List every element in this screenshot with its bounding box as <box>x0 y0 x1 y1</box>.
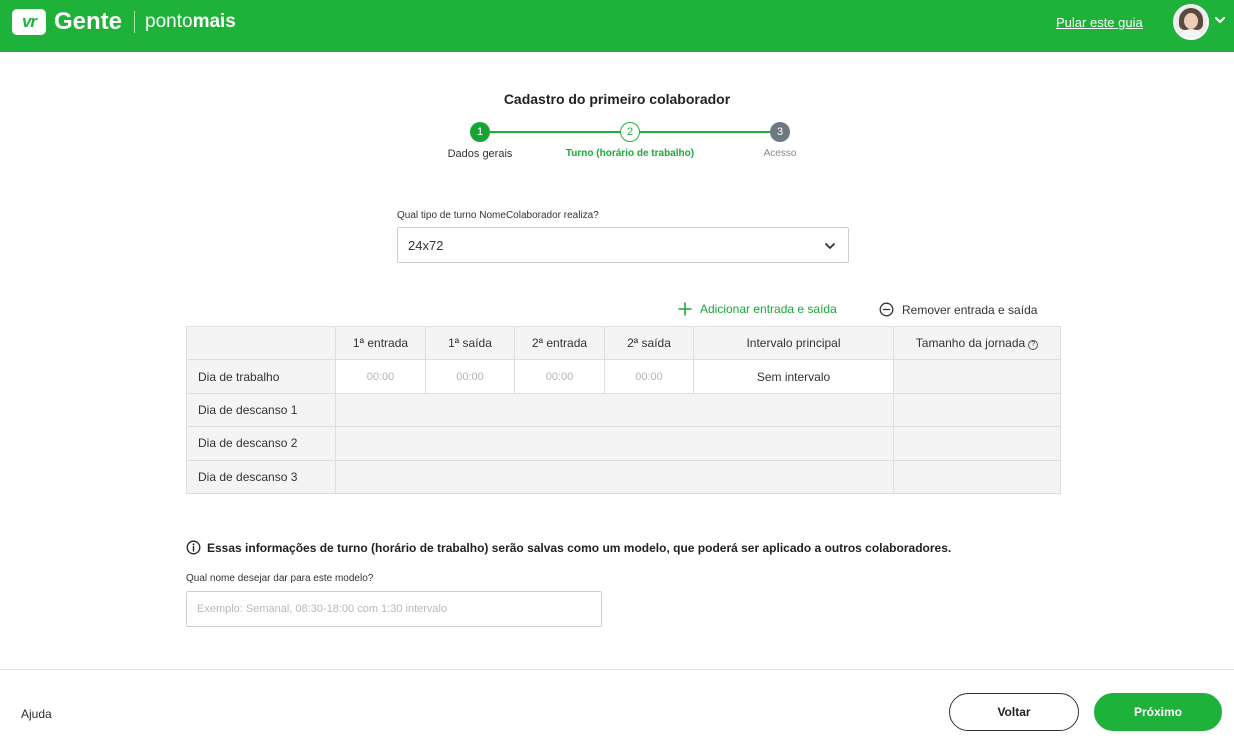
chevron-down-icon[interactable] <box>1214 14 1226 26</box>
second-exit-time-input[interactable]: 00:00 <box>605 360 694 393</box>
journey-length-header-text: Tamanho da jornada <box>915 336 1026 351</box>
first-exit-time-input[interactable]: 00:00 <box>426 360 515 393</box>
next-button[interactable]: Próximo <box>1094 693 1222 731</box>
info-icon <box>186 540 201 555</box>
top-bar <box>0 0 1234 52</box>
step-2-circle: 2 <box>620 122 640 142</box>
brand-logo[interactable] <box>12 9 236 35</box>
table-row <box>187 393 1061 426</box>
table-header-corner <box>187 327 336 360</box>
step-1-circle[interactable]: 1 <box>470 122 490 142</box>
template-info-text: Essas informações de turno (horário de trabalho) serão salvas como um modelo, que poderá ser aplicado a outros colaboradores. <box>207 540 952 555</box>
minus-circle-icon <box>879 302 894 317</box>
step-3-circle: 3 <box>770 122 790 142</box>
footer-divider <box>0 669 1234 670</box>
vr-logo-mark: vr <box>12 9 46 35</box>
back-button[interactable]: Voltar <box>949 693 1079 731</box>
avatar-face <box>1184 13 1198 29</box>
brand-divider <box>134 11 135 33</box>
table-header-row <box>187 327 1061 360</box>
rest-day-2-empty-cell <box>336 427 894 460</box>
row-label-rest-day-3: Dia de descanso 3 <box>187 460 336 493</box>
column-header-first-entry: 1ª entrada <box>336 327 426 360</box>
step-3-label: Acesso <box>763 148 797 159</box>
column-header-main-interval: Intervalo principal <box>694 327 894 360</box>
add-entry-exit-label: Adicionar entrada e saída <box>700 302 837 316</box>
stepper-line-1 <box>490 131 620 133</box>
shift-type-label: Qual tipo de turno NomeColaborador realiza? <box>397 210 599 221</box>
column-header-first-exit: 1ª saída <box>426 327 515 360</box>
user-avatar[interactable] <box>1173 4 1209 40</box>
chevron-down-icon <box>824 240 836 252</box>
add-entry-exit-button[interactable] <box>678 302 837 316</box>
column-header-second-entry: 2ª entrada <box>515 327 605 360</box>
table-row <box>187 427 1061 460</box>
table-row <box>187 360 1061 393</box>
product-suffix: mais <box>192 11 236 32</box>
rest-day-3-empty-cell <box>336 460 894 493</box>
remove-entry-exit-label: Remover entrada e saída <box>902 302 1038 317</box>
product-prefix: ponto <box>145 11 193 32</box>
help-link[interactable]: Ajuda <box>21 707 52 721</box>
remove-entry-exit-button[interactable] <box>879 302 1037 317</box>
shift-type-value: 24x72 <box>408 238 444 253</box>
product-name <box>145 9 236 35</box>
page-title: Cadastro do primeiro colaborador <box>503 91 731 107</box>
row-label-work-day: Dia de trabalho <box>187 360 336 393</box>
progress-stepper <box>440 121 810 165</box>
rest-day-3-journey-cell <box>894 460 1061 493</box>
shift-type-select[interactable] <box>397 227 849 263</box>
table-row <box>187 460 1061 493</box>
first-entry-time-input[interactable]: 00:00 <box>336 360 426 393</box>
row-label-rest-day-2: Dia de descanso 2 <box>187 427 336 460</box>
stepper-line-2 <box>640 131 770 133</box>
template-name-label: Qual nome desejar dar para este modelo? <box>186 573 374 584</box>
avatar-shoulders <box>1178 29 1204 40</box>
main-interval-cell[interactable]: Sem intervalo <box>694 360 894 393</box>
row-label-rest-day-1: Dia de descanso 1 <box>187 393 336 426</box>
template-name-input[interactable] <box>186 591 602 627</box>
shift-schedule-table <box>186 326 1061 494</box>
column-header-second-exit: 2ª saída <box>605 327 694 360</box>
column-header-journey-length <box>894 327 1061 360</box>
rest-day-1-journey-cell <box>894 393 1061 426</box>
step-1-label: Dados gerais <box>447 148 513 160</box>
plus-icon <box>678 302 692 316</box>
template-info-note <box>186 540 951 555</box>
step-2-label: Turno (horário de trabalho) <box>565 148 695 159</box>
brand-name: Gente <box>54 8 123 35</box>
help-icon[interactable]: ? <box>1028 340 1038 350</box>
rest-day-2-journey-cell <box>894 427 1061 460</box>
journey-length-cell <box>894 360 1061 393</box>
rest-day-1-empty-cell <box>336 393 894 426</box>
second-entry-time-input[interactable]: 00:00 <box>515 360 605 393</box>
skip-guide-link[interactable]: Pular este guia <box>1056 15 1143 30</box>
